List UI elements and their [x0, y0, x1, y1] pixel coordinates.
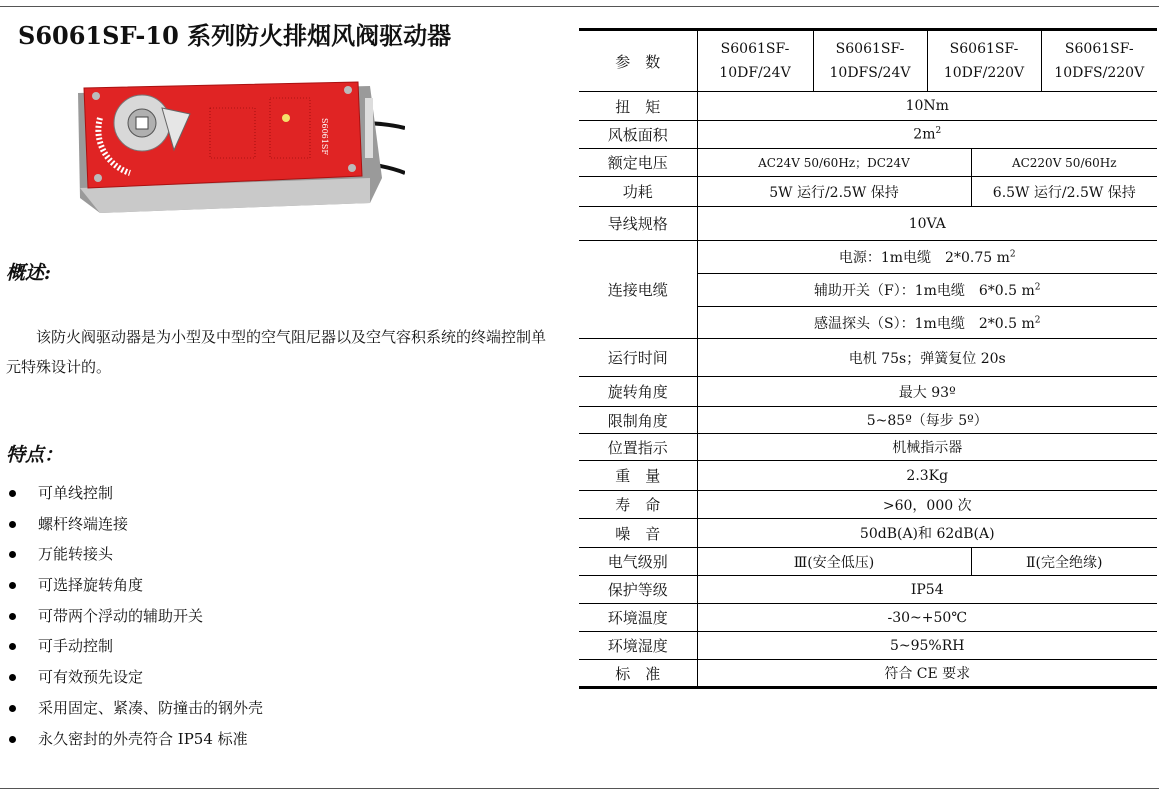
table-row: 额定电压 AC24V 50/60Hz；DC24V AC220V 50/60Hz	[579, 149, 1157, 177]
feature-item: 可选择旋转角度	[0, 570, 263, 601]
table-row: 感温探头（S）：1m电缆 2*0.5 $m^2$	[579, 307, 1157, 339]
table-row: 电气级别 Ⅲ(安全低压) Ⅱ(完全绝缘)	[579, 548, 1157, 576]
model-header: S6061SF- 10DFS/24V	[813, 30, 927, 92]
bullet-icon	[9, 613, 16, 620]
table-row	[579, 30, 1157, 92]
bottom-rule	[0, 788, 1159, 789]
model-header: S6061SF- 10DFS/220V	[1041, 30, 1157, 92]
table-row: 扭 矩 10Nm	[579, 92, 1157, 121]
device-label: S6061SF	[320, 118, 329, 155]
product-photo	[70, 78, 405, 223]
table-row: 环境温度 -30~+50℃	[579, 604, 1157, 632]
table-row: 风板面积 $2m^2$	[579, 121, 1157, 149]
table-row: 导线规格 10VA	[579, 207, 1157, 241]
page-title: S6061SF-10 系列防火排烟风阀驱动器	[18, 21, 452, 50]
feature-item: 永久密封的外壳符合 IP54 标准	[0, 724, 263, 755]
bullet-icon	[9, 643, 16, 650]
bullet-icon	[9, 705, 16, 712]
bullet-icon	[9, 674, 16, 681]
bullet-icon	[9, 736, 16, 743]
feature-item: 可有效预先设定	[0, 662, 263, 693]
feature-item: 可带两个浮动的辅助开关	[0, 601, 263, 632]
table-row: 位置指示 机械指示器	[579, 434, 1157, 461]
table-row: 环境湿度 5~95%RH	[579, 632, 1157, 660]
overview-heading: 概述:	[6, 262, 52, 284]
overview-text: 该防火阀驱动器是为小型及中型的空气阻尼器以及空气容积系统的终端控制单元特殊设计的。	[6, 328, 547, 376]
bullet-icon	[9, 551, 16, 558]
table-row: 限制角度 5~85º（每步 5º）	[579, 407, 1157, 434]
features-list	[0, 478, 263, 754]
feature-item: 螺杆终端连接	[0, 509, 263, 540]
table-row: 运行时间 电机 75s；弹簧复位 20s	[579, 339, 1157, 377]
table-row: 保护等级 IP54	[579, 576, 1157, 604]
table-row: 重 量 2.3Kg	[579, 461, 1157, 491]
features-heading: 特点：	[6, 444, 64, 466]
feature-item: 可手动控制	[0, 631, 263, 662]
bullet-icon	[9, 490, 16, 497]
bullet-icon	[9, 521, 16, 528]
table-row: 旋转角度 最大 93º	[579, 377, 1157, 407]
top-rule	[0, 6, 1159, 7]
feature-item: 万能转接头	[0, 539, 263, 570]
model-header: S6061SF- 10DF/220V	[927, 30, 1041, 92]
table-row: 标 准 符合 CE 要求	[579, 660, 1157, 688]
spec-table	[579, 28, 1157, 689]
table-row: 噪 音 50dB(A)和 62dB(A)	[579, 519, 1157, 548]
table-row: 辅助开关（F）：1m电缆 6*0.5 $m^2$	[579, 274, 1157, 307]
table-row: 功耗 5W 运行/2.5W 保持 6.5W 运行/2.5W 保持	[579, 177, 1157, 207]
feature-item: 可单线控制	[0, 478, 263, 509]
model-header: S6061SF- 10DF/24V	[697, 30, 813, 92]
table-row: 连接电缆 电源：1m电缆 2*0.75 $m^2$	[579, 241, 1157, 274]
bullet-icon	[9, 582, 16, 589]
param-header: 参 数	[579, 30, 697, 92]
table-row: 寿 命 >60，000 次	[579, 491, 1157, 519]
feature-item: 采用固定、紧凑、防撞击的钢外壳	[0, 693, 263, 724]
